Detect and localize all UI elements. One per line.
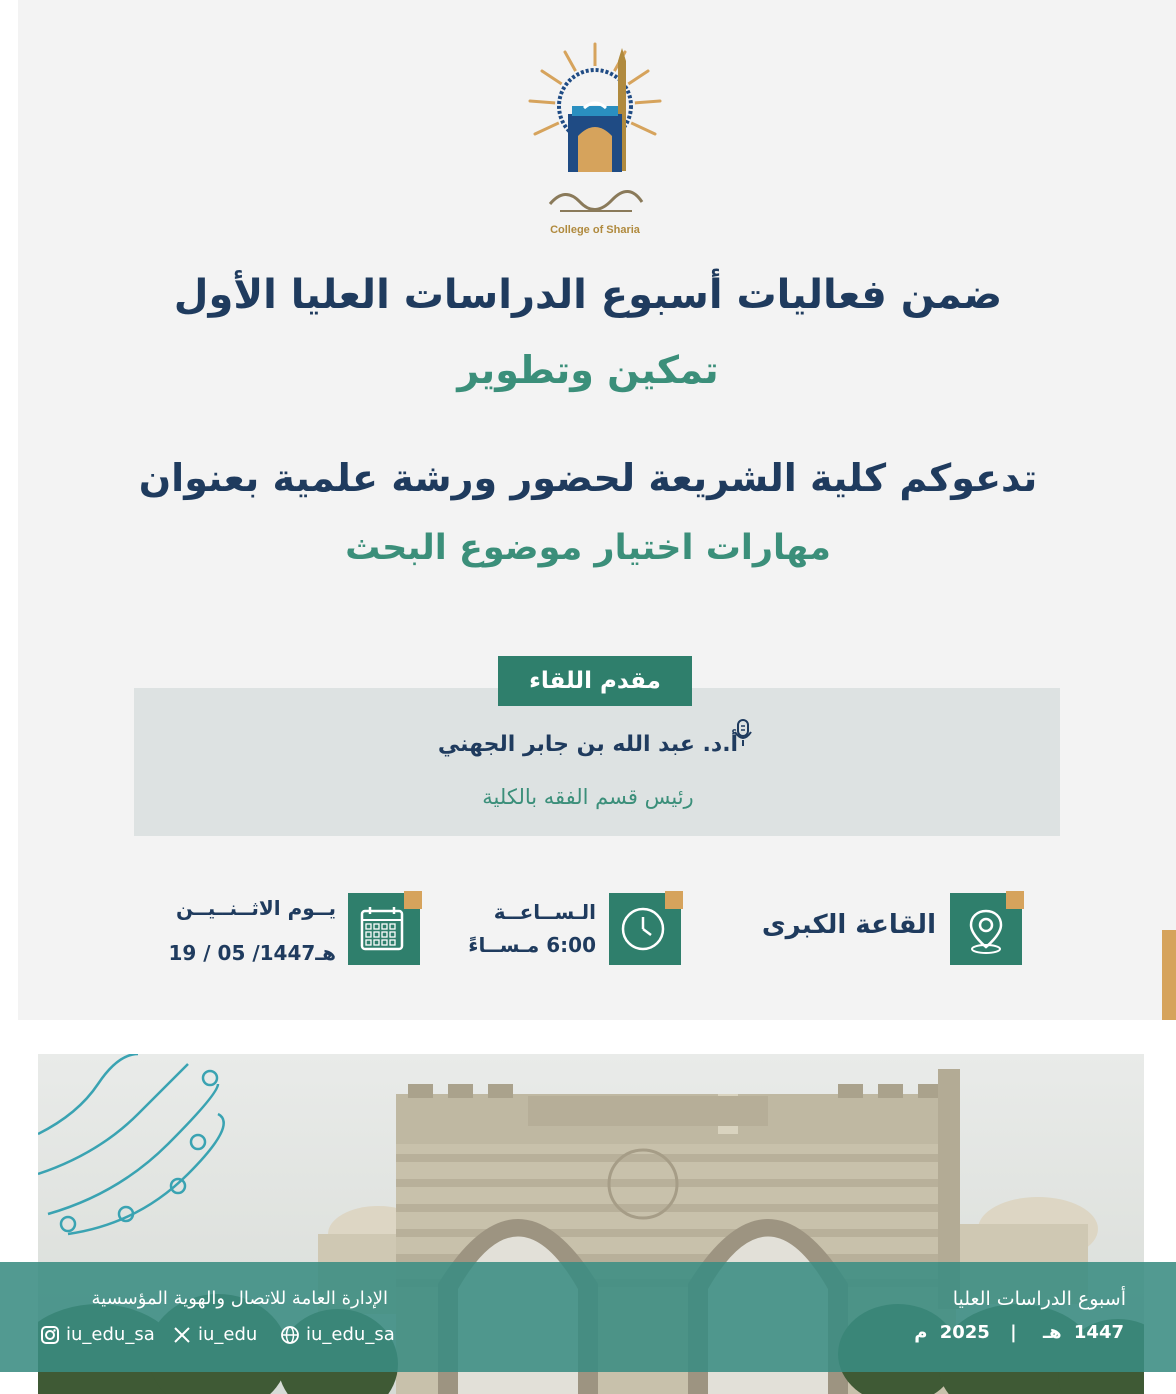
website-handle: iu_edu_sa bbox=[306, 1324, 395, 1345]
x-handle: iu_edu bbox=[198, 1324, 258, 1345]
time-label: الـســاعــة bbox=[493, 900, 596, 924]
day-label: يــوم الاثــنــيــن bbox=[176, 896, 336, 920]
footer-band bbox=[0, 1262, 1176, 1372]
greg-year: 2025 bbox=[939, 1322, 990, 1343]
presenter-badge: مقدم اللقاء bbox=[498, 656, 692, 706]
greg-unit: م bbox=[914, 1322, 928, 1343]
globe-icon bbox=[280, 1325, 300, 1345]
website-link[interactable] bbox=[280, 1324, 395, 1345]
instagram-handle: iu_edu_sa bbox=[66, 1324, 155, 1345]
instagram-link[interactable] bbox=[40, 1324, 155, 1345]
left-edge-strip bbox=[0, 0, 18, 1020]
presenter-name: أ.د. عبد الله بن جابر الجهني bbox=[437, 732, 739, 757]
date-value: 19 / 05 /1447هـ bbox=[168, 941, 336, 965]
presenter-role: رئيس قسم الفقه بالكلية bbox=[482, 785, 694, 809]
theme-heading: تمكين وتطوير bbox=[457, 348, 719, 392]
footer-event-name: أسبوع الدراسات العليا bbox=[952, 1288, 1126, 1310]
x-link[interactable] bbox=[172, 1324, 257, 1345]
time-value: 6:00 مـســاءً bbox=[468, 933, 596, 957]
logo-caption: College of Sharia bbox=[550, 224, 640, 236]
footer-dates bbox=[908, 1322, 1124, 1343]
location-pin-icon bbox=[950, 893, 1022, 965]
calendar-icon bbox=[348, 893, 420, 965]
hijri-unit: هـ bbox=[1042, 1322, 1062, 1343]
hijri-year: 1447 bbox=[1073, 1322, 1124, 1343]
college-logo bbox=[520, 36, 670, 246]
clock-icon bbox=[609, 893, 681, 965]
date-separator: | bbox=[1010, 1322, 1017, 1343]
workshop-title: مهارات اختيار موضوع البحث bbox=[345, 528, 831, 568]
instagram-icon bbox=[40, 1325, 60, 1345]
location-label: القاعة الكبرى bbox=[761, 910, 936, 940]
gold-accent-bar bbox=[1162, 930, 1176, 1020]
events-heading: ضمن فعاليات أسبوع الدراسات العليا الأول bbox=[173, 272, 1003, 318]
invitation-heading: تدعوكم كلية الشريعة لحضور ورشة علمية بعنوان bbox=[138, 456, 1038, 500]
footer-department: الإدارة العامة للاتصال والهوية المؤسسية bbox=[91, 1288, 388, 1309]
presenter-box bbox=[134, 688, 1060, 836]
x-icon bbox=[172, 1325, 192, 1345]
